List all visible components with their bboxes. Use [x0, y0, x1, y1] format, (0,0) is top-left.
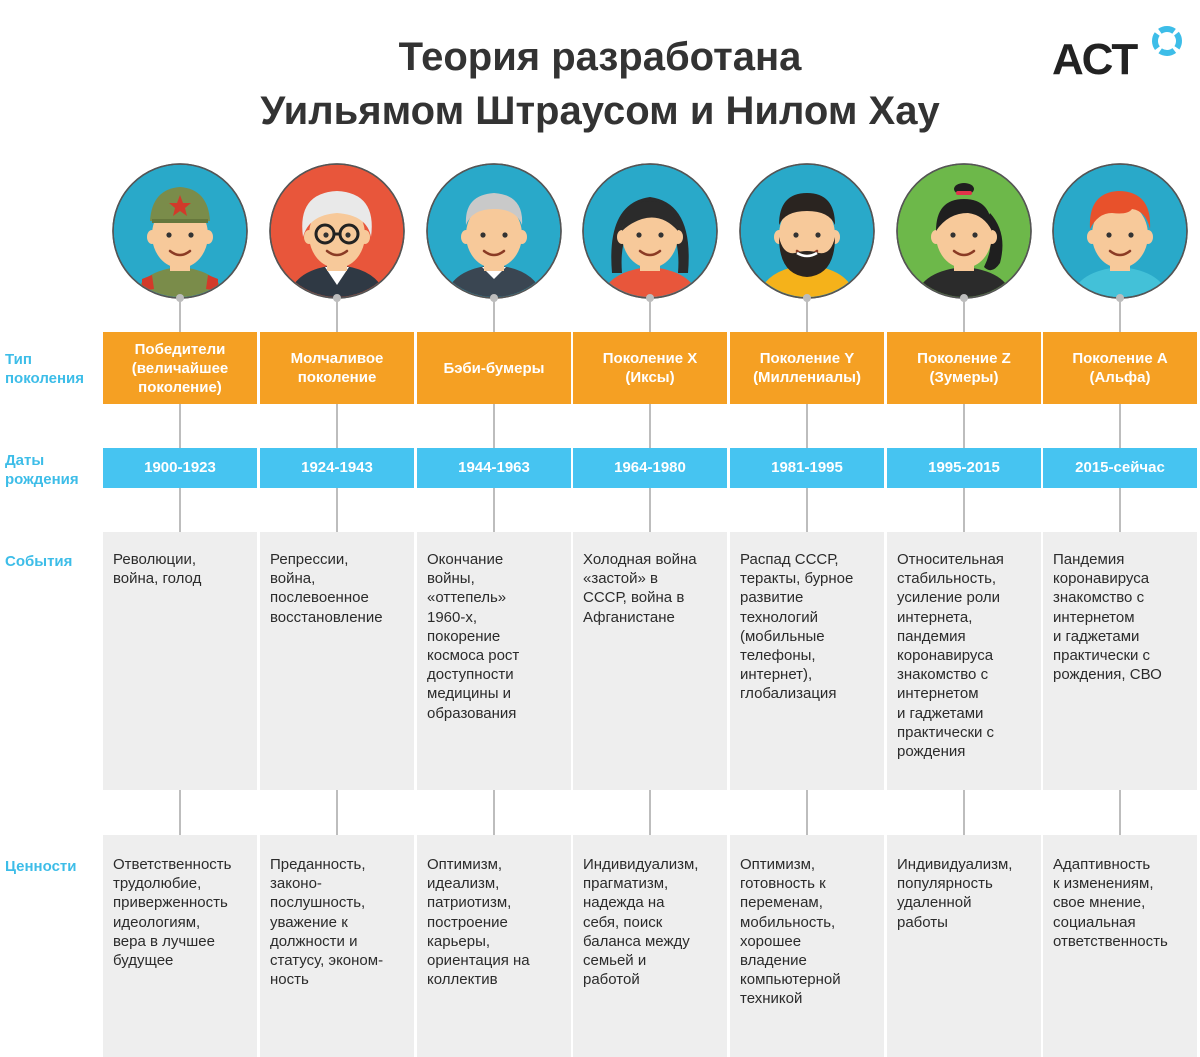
- generation-name: Поколение Z (Зумеры): [917, 350, 1011, 386]
- generation-column: [103, 0, 257, 1057]
- generation-column: [1043, 0, 1197, 1057]
- values-cell: Ответственность трудолюбие, приверженность идеологиям, вера в лучшее будущее: [103, 835, 257, 1057]
- birth-dates-cell: 1964-1980: [573, 448, 727, 488]
- grandmother-avatar-icon: [269, 163, 405, 299]
- row-label-events: События: [5, 553, 73, 570]
- generation-name: Поколение Y (Миллениалы): [753, 350, 861, 386]
- birth-dates-cell: 1995-2015: [887, 448, 1041, 488]
- events-cell: Холодная война «застой» в СССР, война в Афганистане: [573, 532, 727, 790]
- connector-line: [179, 790, 181, 835]
- birth-dates-cell: 2015-сейчас: [1043, 448, 1197, 488]
- birth-dates-cell: 1900-1923: [103, 448, 257, 488]
- connector-line: [336, 404, 338, 448]
- row-label-dates: Даты рождения: [5, 452, 79, 488]
- connector-line: [963, 404, 965, 448]
- generation-type-cell: [730, 332, 884, 404]
- values-cell: Индивидуализм, популярность удаленной работы: [887, 835, 1041, 1057]
- birth-dates-cell: 1924-1943: [260, 448, 414, 488]
- connector-line: [336, 488, 338, 532]
- connector-line: [963, 790, 965, 835]
- girl-avatar-icon: [896, 163, 1032, 299]
- title-line-1: Теория разработана: [398, 35, 802, 79]
- generation-name: Победители (величайшее поколение): [131, 340, 229, 396]
- connector-line: [649, 790, 651, 835]
- events-cell: Окончание войны, «оттепель» 1960-х, покорение космоса рост доступности медицины и образования: [417, 532, 571, 790]
- birth-dates-cell: 1981-1995: [730, 448, 884, 488]
- values-cell: Оптимизм, готовность к переменам, мобильность, хорошее владение компьютерной техникой: [730, 835, 884, 1057]
- connector-line: [806, 300, 808, 332]
- generation-column: [260, 0, 414, 1057]
- woman-avatar-icon: [582, 163, 718, 299]
- connector-line: [806, 790, 808, 835]
- row-label-values: Ценности: [5, 858, 77, 875]
- events-cell: Относительная стабильность, усиление роли интернета, пандемия коронавируса знакомство с интернетом и гаджетами практически с рождения: [887, 532, 1041, 790]
- generation-type-cell: [260, 332, 414, 404]
- generation-name: Молчаливое поколение: [290, 350, 384, 386]
- connector-line: [963, 300, 965, 332]
- connector-line: [179, 404, 181, 448]
- row-label-type: Тип поколения: [5, 351, 85, 387]
- connector-line: [649, 300, 651, 332]
- connector-line: [336, 790, 338, 835]
- connector-line: [493, 488, 495, 532]
- connector-line: [649, 488, 651, 532]
- generation-column: [887, 0, 1041, 1057]
- boy-avatar-icon: [1052, 163, 1188, 299]
- generation-name: Поколение А (Альфа): [1072, 350, 1168, 386]
- events-cell: Революции, война, голод: [103, 532, 257, 790]
- connector-line: [649, 404, 651, 448]
- generation-column: [417, 0, 571, 1057]
- connector-line: [179, 488, 181, 532]
- generation-type-cell: [573, 332, 727, 404]
- generation-name: Поколение X (Иксы): [602, 350, 698, 386]
- generation-type-cell: [103, 332, 257, 404]
- generation-name: Бэби-бумеры: [443, 359, 545, 377]
- connector-line: [1119, 300, 1121, 332]
- generation-type-cell: [417, 332, 571, 404]
- logo-text: АСТ: [1052, 35, 1138, 84]
- connector-line: [1119, 488, 1121, 532]
- soldier-avatar-icon: [112, 163, 248, 299]
- generation-column: [730, 0, 884, 1057]
- generation-type-cell: [1043, 332, 1197, 404]
- connector-line: [963, 488, 965, 532]
- connector-line: [493, 790, 495, 835]
- values-cell: Оптимизм, идеализм, патриотизм, построение карьеры, ориентация на коллектив: [417, 835, 571, 1057]
- connector-line: [179, 300, 181, 332]
- values-cell: Индивидуализм, прагматизм, надежда на себя, поиск баланса между семьей и работой: [573, 835, 727, 1057]
- generation-column: [573, 0, 727, 1057]
- connector-line: [493, 404, 495, 448]
- connector-line: [806, 404, 808, 448]
- bearded-man-avatar-icon: [739, 163, 875, 299]
- generation-type-cell: [887, 332, 1041, 404]
- values-cell: Преданность, законо- послушность, уважение к должности и статусу, эконом- ность: [260, 835, 414, 1057]
- connector-line: [336, 300, 338, 332]
- birth-dates-cell: 1944-1963: [417, 448, 571, 488]
- values-cell: Адаптивность к изменениям, свое мнение, социальная ответственность: [1043, 835, 1197, 1057]
- grandfather-avatar-icon: [426, 163, 562, 299]
- connector-line: [1119, 404, 1121, 448]
- title-line-2: Уильямом Штраусом и Нилом Хау: [260, 89, 940, 133]
- events-cell: Пандемия коронавируса знакомство с интернетом и гаджетами практически с рождения, СВО: [1043, 532, 1197, 790]
- connector-line: [1119, 790, 1121, 835]
- connector-line: [493, 300, 495, 332]
- connector-line: [806, 488, 808, 532]
- events-cell: Распад СССР, теракты, бурное развитие технологий (мобильные телефоны, интернет), глобализация: [730, 532, 884, 790]
- events-cell: Репрессии, война, послевоенное восстановление: [260, 532, 414, 790]
